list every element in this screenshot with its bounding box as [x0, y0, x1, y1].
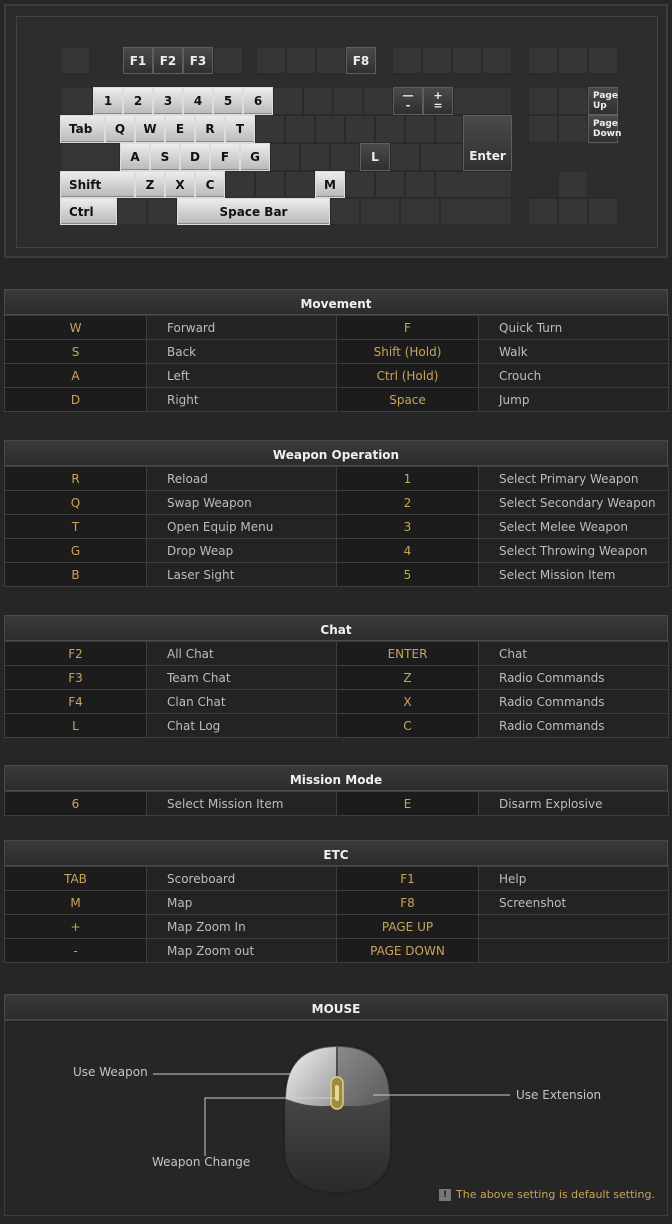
key-cell: E — [337, 792, 479, 816]
label-weapon-change: Weapon Change — [152, 1155, 251, 1169]
key-cell: F2 — [5, 642, 147, 666]
action-cell: Jump — [479, 388, 669, 412]
key-right — [588, 198, 618, 225]
key-0 — [363, 87, 393, 115]
section-chat — [4, 615, 668, 738]
action-cell: Back — [147, 340, 337, 364]
mouse-panel — [4, 1020, 668, 1216]
key-w: W — [135, 115, 165, 143]
key-f2: F2 — [153, 47, 183, 74]
key-f3: F3 — [183, 47, 213, 74]
key-up — [558, 171, 588, 198]
key-cell: Z — [337, 666, 479, 690]
action-cell: Map Zoom In — [147, 915, 337, 939]
key-down — [558, 198, 588, 225]
table-row — [5, 364, 669, 388]
key-semicolon — [390, 143, 420, 171]
key-cell: F4 — [5, 690, 147, 714]
key-t: T — [225, 115, 255, 143]
key-cell: 6 — [5, 792, 147, 816]
action-cell: Open Equip Menu — [147, 515, 337, 539]
action-cell — [479, 915, 669, 939]
action-cell: Scoreboard — [147, 867, 337, 891]
key-cell: M — [5, 891, 147, 915]
key-f6 — [286, 47, 316, 74]
section-title: Mission Mode — [4, 765, 668, 791]
key-rwin — [360, 198, 400, 225]
key-capslock — [60, 143, 120, 171]
key-i — [315, 115, 345, 143]
action-cell: Chat — [479, 642, 669, 666]
key-m: M — [315, 171, 345, 198]
key-cell: D — [5, 388, 147, 412]
key-cell: C — [337, 714, 479, 738]
key-slash — [405, 171, 435, 198]
key-cell: TAB — [5, 867, 147, 891]
key-cell: F — [337, 316, 479, 340]
table-row — [5, 642, 669, 666]
section-title: ETC — [4, 840, 668, 866]
key-cell: F3 — [5, 666, 147, 690]
action-cell: Reload — [147, 467, 337, 491]
key-z: Z — [135, 171, 165, 198]
key-rbracket — [435, 115, 463, 143]
key-e: E — [165, 115, 195, 143]
key-1: 1 — [93, 87, 123, 115]
action-cell: Forward — [147, 316, 337, 340]
action-cell: Select Melee Weapon — [479, 515, 669, 539]
key-cell: 5 — [337, 563, 479, 587]
table-row — [5, 939, 669, 963]
key-cell: F1 — [337, 867, 479, 891]
action-cell: Select Primary Weapon — [479, 467, 669, 491]
action-cell: Right — [147, 388, 337, 412]
key-c: C — [195, 171, 225, 198]
key-cell: Space — [337, 388, 479, 412]
key-home — [558, 87, 588, 115]
section-mission-mode — [4, 765, 668, 816]
key-6: 6 — [243, 87, 273, 115]
table-row — [5, 690, 669, 714]
section-title: Movement — [4, 289, 668, 315]
key-cell: T — [5, 515, 147, 539]
key-menu — [400, 198, 440, 225]
default-setting-text: The above setting is default setting. — [456, 1188, 655, 1201]
key-cell: ENTER — [337, 642, 479, 666]
key-esc — [60, 47, 90, 74]
key-f11 — [452, 47, 482, 74]
key-win — [117, 198, 147, 225]
key-cell: 4 — [337, 539, 479, 563]
table-row — [5, 388, 669, 412]
action-cell: Select Mission Item — [147, 792, 337, 816]
key-q: Q — [105, 115, 135, 143]
key-cell: A — [5, 364, 147, 388]
action-cell: Quick Turn — [479, 316, 669, 340]
key-y — [255, 115, 285, 143]
key-prtsc — [528, 47, 558, 74]
key-cell: 1 — [337, 467, 479, 491]
key-f9 — [392, 47, 422, 74]
key-page-down: Page Down — [588, 115, 618, 143]
action-cell: Select Secondary Weapon — [479, 491, 669, 515]
action-cell: Radio Commands — [479, 714, 669, 738]
keyboard-panel — [4, 4, 668, 258]
key-cell: - — [5, 939, 147, 963]
section-etc — [4, 840, 668, 963]
key-ralt — [330, 198, 360, 225]
action-cell: Radio Commands — [479, 690, 669, 714]
section-title-mouse: MOUSE — [4, 994, 668, 1020]
key-shift: Shift — [60, 171, 135, 198]
keybinding-table — [4, 315, 669, 412]
key-backtick — [60, 87, 93, 115]
table-row — [5, 891, 669, 915]
table-row — [5, 340, 669, 364]
section-title: Weapon Operation — [4, 440, 668, 466]
table-row — [5, 539, 669, 563]
table-row — [5, 515, 669, 539]
section-weapon-operation — [4, 440, 668, 587]
key-h — [270, 143, 300, 171]
key-7 — [273, 87, 303, 115]
key-rctrl — [440, 198, 512, 225]
key-l: L — [360, 143, 390, 171]
key-tab: Tab — [60, 115, 105, 143]
label-use-extension: Use Extension — [516, 1088, 602, 1102]
action-cell: Help — [479, 867, 669, 891]
key-cell: F8 — [337, 891, 479, 915]
action-cell: Clan Chat — [147, 690, 337, 714]
key-f: F — [210, 143, 240, 171]
keybinding-table — [4, 791, 669, 816]
section-movement — [4, 289, 668, 412]
keybinding-table — [4, 866, 669, 963]
action-cell: All Chat — [147, 642, 337, 666]
key-s: S — [150, 143, 180, 171]
key-insert — [528, 87, 558, 115]
key-delete — [528, 115, 558, 143]
label-use-weapon: Use Weapon — [73, 1065, 148, 1079]
key-g: G — [240, 143, 270, 171]
key-cell: 3 — [337, 515, 479, 539]
action-cell: Radio Commands — [479, 666, 669, 690]
key-r: R — [195, 115, 225, 143]
key-minus: — - — [393, 87, 423, 115]
default-setting-note — [439, 1188, 655, 1201]
section-title: Chat — [4, 615, 668, 641]
table-row — [5, 915, 669, 939]
key-cell: B — [5, 563, 147, 587]
action-cell: Select Throwing Weapon — [479, 539, 669, 563]
key-enter: Enter — [463, 115, 512, 171]
key-a: A — [120, 143, 150, 171]
key-quote — [420, 143, 463, 171]
key-v — [225, 171, 255, 198]
key-cell: Ctrl (Hold) — [337, 364, 479, 388]
key-backspace — [453, 87, 512, 115]
action-cell: Disarm Explosive — [479, 792, 669, 816]
key-cell: + — [5, 915, 147, 939]
table-row — [5, 316, 669, 340]
key-f7 — [316, 47, 346, 74]
key-rshift — [435, 171, 512, 198]
key-f12 — [482, 47, 512, 74]
keybinding-table — [4, 641, 669, 738]
key-f10 — [422, 47, 452, 74]
key-k — [330, 143, 360, 171]
key-scrlk — [558, 47, 588, 74]
table-row — [5, 867, 669, 891]
key-j — [300, 143, 330, 171]
key-p — [375, 115, 405, 143]
action-cell: Crouch — [479, 364, 669, 388]
table-row — [5, 792, 669, 816]
table-row — [5, 467, 669, 491]
key-lbracket — [405, 115, 435, 143]
key-cell: Q — [5, 491, 147, 515]
action-cell: Team Chat — [147, 666, 337, 690]
action-cell: Map — [147, 891, 337, 915]
key-cell: L — [5, 714, 147, 738]
key-d: D — [180, 143, 210, 171]
key-alt — [147, 198, 177, 225]
key-3: 3 — [153, 87, 183, 115]
key-8 — [303, 87, 333, 115]
keyboard-diagram — [16, 16, 658, 248]
key-cell: X — [337, 690, 479, 714]
action-cell: Swap Weapon — [147, 491, 337, 515]
key-cell: S — [5, 340, 147, 364]
key-u — [285, 115, 315, 143]
key-f5 — [256, 47, 286, 74]
key-period — [375, 171, 405, 198]
key-n — [285, 171, 315, 198]
key-f8: F8 — [346, 47, 376, 74]
key-4: 4 — [183, 87, 213, 115]
action-cell: Left — [147, 364, 337, 388]
mouse-section — [4, 994, 668, 1020]
info-icon: ! — [439, 1189, 451, 1201]
action-cell: Walk — [479, 340, 669, 364]
key-5: 5 — [213, 87, 243, 115]
mouse-icon — [284, 1045, 391, 1193]
key-f1: F1 — [123, 47, 153, 74]
key-comma — [345, 171, 375, 198]
key-cell: PAGE DOWN — [337, 939, 479, 963]
key-cell: R — [5, 467, 147, 491]
key-o — [345, 115, 375, 143]
key-space: Space Bar — [177, 198, 330, 225]
key-b — [255, 171, 285, 198]
action-cell: Laser Sight — [147, 563, 337, 587]
key-end — [558, 115, 588, 143]
table-row — [5, 563, 669, 587]
key-cell: Shift (Hold) — [337, 340, 479, 364]
table-row — [5, 666, 669, 690]
mouse-diagram — [5, 1021, 667, 1215]
action-cell: Screenshot — [479, 891, 669, 915]
table-row — [5, 714, 669, 738]
table-row — [5, 491, 669, 515]
action-cell: Select Mission Item — [479, 563, 669, 587]
key-9 — [333, 87, 363, 115]
key-cell: PAGE UP — [337, 915, 479, 939]
key-cell: W — [5, 316, 147, 340]
key-2: 2 — [123, 87, 153, 115]
action-cell — [479, 939, 669, 963]
action-cell: Map Zoom out — [147, 939, 337, 963]
key-f4 — [213, 47, 243, 74]
key-page-up: Page Up — [588, 87, 618, 115]
key-cell: G — [5, 539, 147, 563]
key-plus: + = — [423, 87, 453, 115]
action-cell: Drop Weap — [147, 539, 337, 563]
keybinding-table — [4, 466, 669, 587]
key-cell: 2 — [337, 491, 479, 515]
key-ctrl: Ctrl — [60, 198, 117, 225]
key-left — [528, 198, 558, 225]
action-cell: Chat Log — [147, 714, 337, 738]
key-x: X — [165, 171, 195, 198]
key-pause — [588, 47, 618, 74]
